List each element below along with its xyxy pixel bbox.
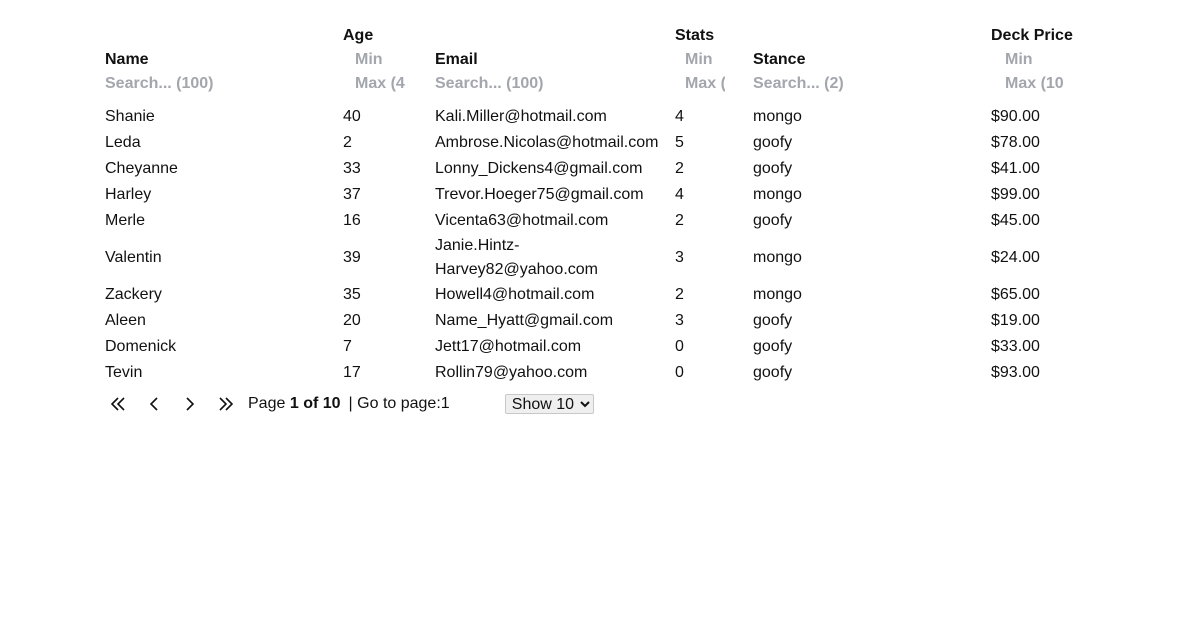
column-label-age[interactable]: Age	[343, 27, 374, 44]
name-search-input[interactable]	[105, 72, 325, 96]
cell-stats: 4	[675, 108, 684, 125]
table-row	[101, 282, 1077, 308]
cell-age: 39	[343, 249, 361, 266]
column-header-age	[339, 24, 431, 104]
age-min-input[interactable]	[355, 48, 411, 72]
current-page: 1	[289, 395, 299, 412]
cell-email: Kali.Miller@hotmail.com	[435, 108, 607, 125]
cell-email: Janie.Hintz-Harvey82@yahoo.com	[435, 237, 598, 278]
next-page-button[interactable]	[176, 392, 204, 416]
cell-age: 35	[343, 286, 361, 303]
column-header-email	[431, 24, 671, 104]
cell-name: Domenick	[105, 338, 177, 355]
cell-stance: mongo	[753, 286, 802, 303]
column-label-email[interactable]: Email	[435, 51, 478, 68]
table-row	[101, 182, 1077, 208]
chevron-left-icon	[145, 395, 163, 413]
data-table-container	[101, 24, 1077, 386]
pagination-bar	[104, 392, 594, 416]
cell-name: Shanie	[105, 108, 155, 125]
cell-stats: 4	[675, 186, 684, 203]
cell-stance: goofy	[753, 160, 793, 177]
last-page-button[interactable]	[212, 392, 240, 416]
column-header-stats	[671, 24, 749, 104]
cell-stats: 0	[675, 364, 684, 381]
cell-email: Vicenta63@hotmail.com	[435, 212, 609, 229]
cell-name: Zackery	[105, 286, 162, 303]
cell-stance: mongo	[753, 186, 802, 203]
header-row	[101, 24, 1077, 104]
data-table	[101, 24, 1077, 386]
cell-price: $99.00	[991, 186, 1040, 203]
cell-name: Valentin	[105, 249, 162, 266]
table-row	[101, 234, 1077, 282]
cell-stance: goofy	[753, 364, 793, 381]
table-row	[101, 104, 1077, 130]
cell-age: 17	[343, 364, 361, 381]
cell-email: Ambrose.Nicolas@hotmail.com	[435, 134, 659, 151]
goto-page-label: | Go to page:	[348, 395, 441, 412]
cell-age: 16	[343, 212, 361, 229]
cell-name: Aleen	[105, 312, 146, 329]
cell-email: Name_Hyatt@gmail.com	[435, 312, 614, 329]
table-row	[101, 156, 1077, 182]
cell-age: 33	[343, 160, 361, 177]
cell-age: 2	[343, 134, 352, 151]
stats-min-input[interactable]	[685, 48, 725, 72]
cell-stats: 3	[675, 249, 684, 266]
cell-name: Tevin	[105, 364, 143, 381]
first-page-button[interactable]	[104, 392, 132, 416]
column-header-stance	[749, 24, 987, 104]
cell-price: $78.00	[991, 134, 1040, 151]
cell-stance: mongo	[753, 108, 802, 125]
table-row	[101, 360, 1077, 386]
email-search-input[interactable]	[435, 72, 655, 96]
column-header-price	[987, 24, 1077, 104]
table-header	[101, 24, 1077, 104]
cell-price: $90.00	[991, 108, 1040, 125]
previous-page-button[interactable]	[140, 392, 168, 416]
cell-price: $41.00	[991, 160, 1040, 177]
cell-email: Jett17@hotmail.com	[435, 338, 582, 355]
cell-stance: mongo	[753, 249, 802, 266]
double-chevron-right-icon	[217, 395, 235, 413]
cell-age: 20	[343, 312, 361, 329]
column-label-stance[interactable]: Stance	[753, 51, 806, 68]
cell-stats: 2	[675, 286, 684, 303]
table-row	[101, 308, 1077, 334]
age-max-input[interactable]	[355, 72, 411, 96]
total-pages: 10	[322, 395, 341, 412]
cell-name: Leda	[105, 134, 141, 151]
cell-stats: 2	[675, 160, 684, 177]
stats-max-input[interactable]	[685, 72, 725, 96]
cell-email: Howell4@hotmail.com	[435, 286, 595, 303]
table-body	[101, 104, 1077, 386]
table-row	[101, 208, 1077, 234]
double-chevron-left-icon	[109, 395, 127, 413]
cell-stance: goofy	[753, 212, 793, 229]
page-word: Page	[248, 395, 286, 412]
stance-search-input[interactable]	[753, 72, 973, 96]
price-min-input[interactable]	[1005, 48, 1065, 72]
goto-page-input[interactable]	[441, 395, 501, 413]
cell-price: $45.00	[991, 212, 1040, 229]
cell-stance: goofy	[753, 338, 793, 355]
cell-price: $24.00	[991, 249, 1040, 266]
cell-price: $33.00	[991, 338, 1040, 355]
cell-price: $93.00	[991, 364, 1040, 381]
page-indicator	[248, 395, 341, 413]
price-max-input[interactable]	[1005, 72, 1065, 96]
cell-name: Cheyanne	[105, 160, 178, 177]
column-label-stats[interactable]: Stats	[675, 27, 715, 44]
cell-stance: goofy	[753, 134, 793, 151]
table-row	[101, 130, 1077, 156]
cell-price: $65.00	[991, 286, 1040, 303]
cell-email: Rollin79@yahoo.com	[435, 364, 588, 381]
cell-stats: 2	[675, 212, 684, 229]
cell-age: 37	[343, 186, 361, 203]
column-label-price[interactable]: Deck Price	[991, 27, 1073, 44]
page-size-select[interactable]	[505, 394, 594, 414]
chevron-right-icon	[181, 395, 199, 413]
cell-name: Merle	[105, 212, 146, 229]
cell-stats: 0	[675, 338, 684, 355]
cell-age: 40	[343, 108, 361, 125]
cell-name: Harley	[105, 186, 152, 203]
cell-email: Trevor.Hoeger75@gmail.com	[435, 186, 644, 203]
table-row	[101, 334, 1077, 360]
cell-price: $19.00	[991, 312, 1040, 329]
of-word: of	[303, 395, 319, 412]
cell-age: 7	[343, 338, 352, 355]
cell-stance: goofy	[753, 312, 793, 329]
column-label-name[interactable]: Name	[105, 51, 149, 68]
cell-stats: 3	[675, 312, 684, 329]
cell-stats: 5	[675, 134, 684, 151]
cell-email: Lonny_Dickens4@gmail.com	[435, 160, 643, 177]
column-header-name	[101, 24, 339, 104]
